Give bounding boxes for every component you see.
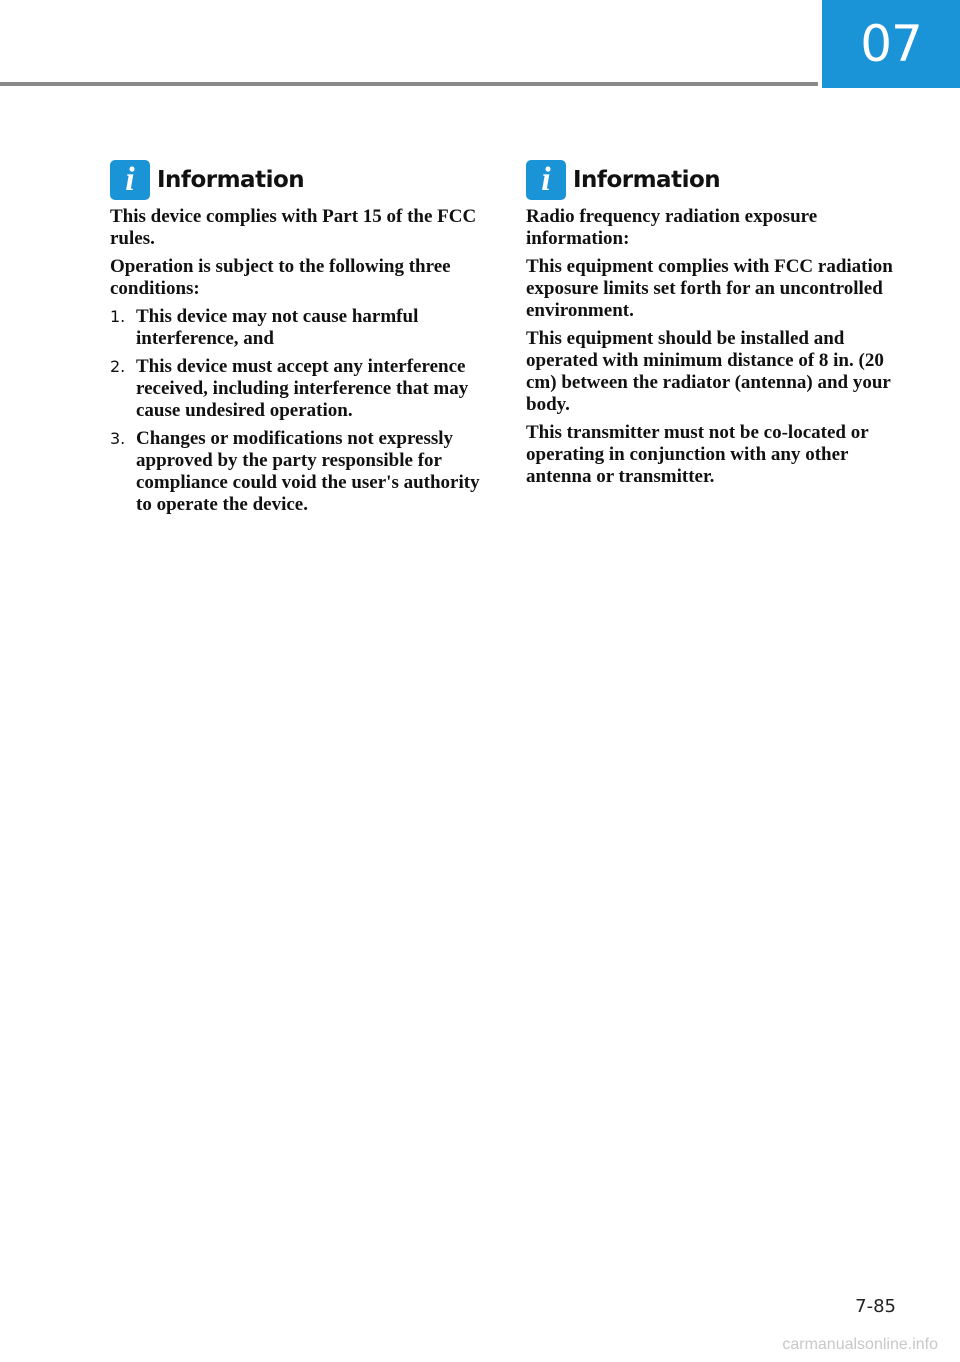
list-number: 3. [110, 429, 126, 448]
watermark: carmanualsonline.info [782, 1336, 938, 1353]
list-text: This device must accept any interference received, including interference that may cause undesired operation. [136, 356, 469, 421]
list-text: This device may not cause harmful interference, and [136, 306, 419, 349]
paragraph: Radio frequency radiation exposure information: [526, 206, 818, 249]
info-box-rf-exposure [526, 160, 902, 494]
chapter-number: 07 [860, 15, 922, 73]
paragraph: This equipment complies with FCC radiation exposure limits set forth for an uncontrolled environment. [526, 256, 893, 321]
info-icon: i [110, 160, 150, 200]
chapter-tab [822, 0, 960, 88]
paragraph: This equipment should be installed and operated with minimum distance of 8 in. (20 cm) between the radiator (antenna) and your body. [526, 328, 891, 415]
info-heading: Information [573, 167, 721, 193]
list-item [110, 356, 482, 422]
info-heading: Information [157, 167, 305, 193]
info-title [110, 160, 482, 200]
info-icon: i [526, 160, 566, 200]
list-number: 1. [110, 307, 126, 326]
info-box-fcc [110, 160, 482, 522]
page-number: 7-85 [855, 1296, 896, 1317]
info-title [526, 160, 902, 200]
list-item [110, 306, 482, 350]
paragraph: This transmitter must not be co-located or operating in conjunction with any other antenna or transmitter. [526, 422, 869, 487]
list-number: 2. [110, 357, 126, 376]
paragraph: This device complies with Part 15 of the FCC rules. [110, 206, 477, 249]
header-rule [0, 82, 818, 86]
paragraph: Operation is subject to the following three conditions: [110, 256, 451, 299]
list-text: Changes or modifications not expressly approved by the party responsible for compliance could void the user's authority to operate the device. [136, 428, 480, 515]
list-item [110, 428, 482, 516]
